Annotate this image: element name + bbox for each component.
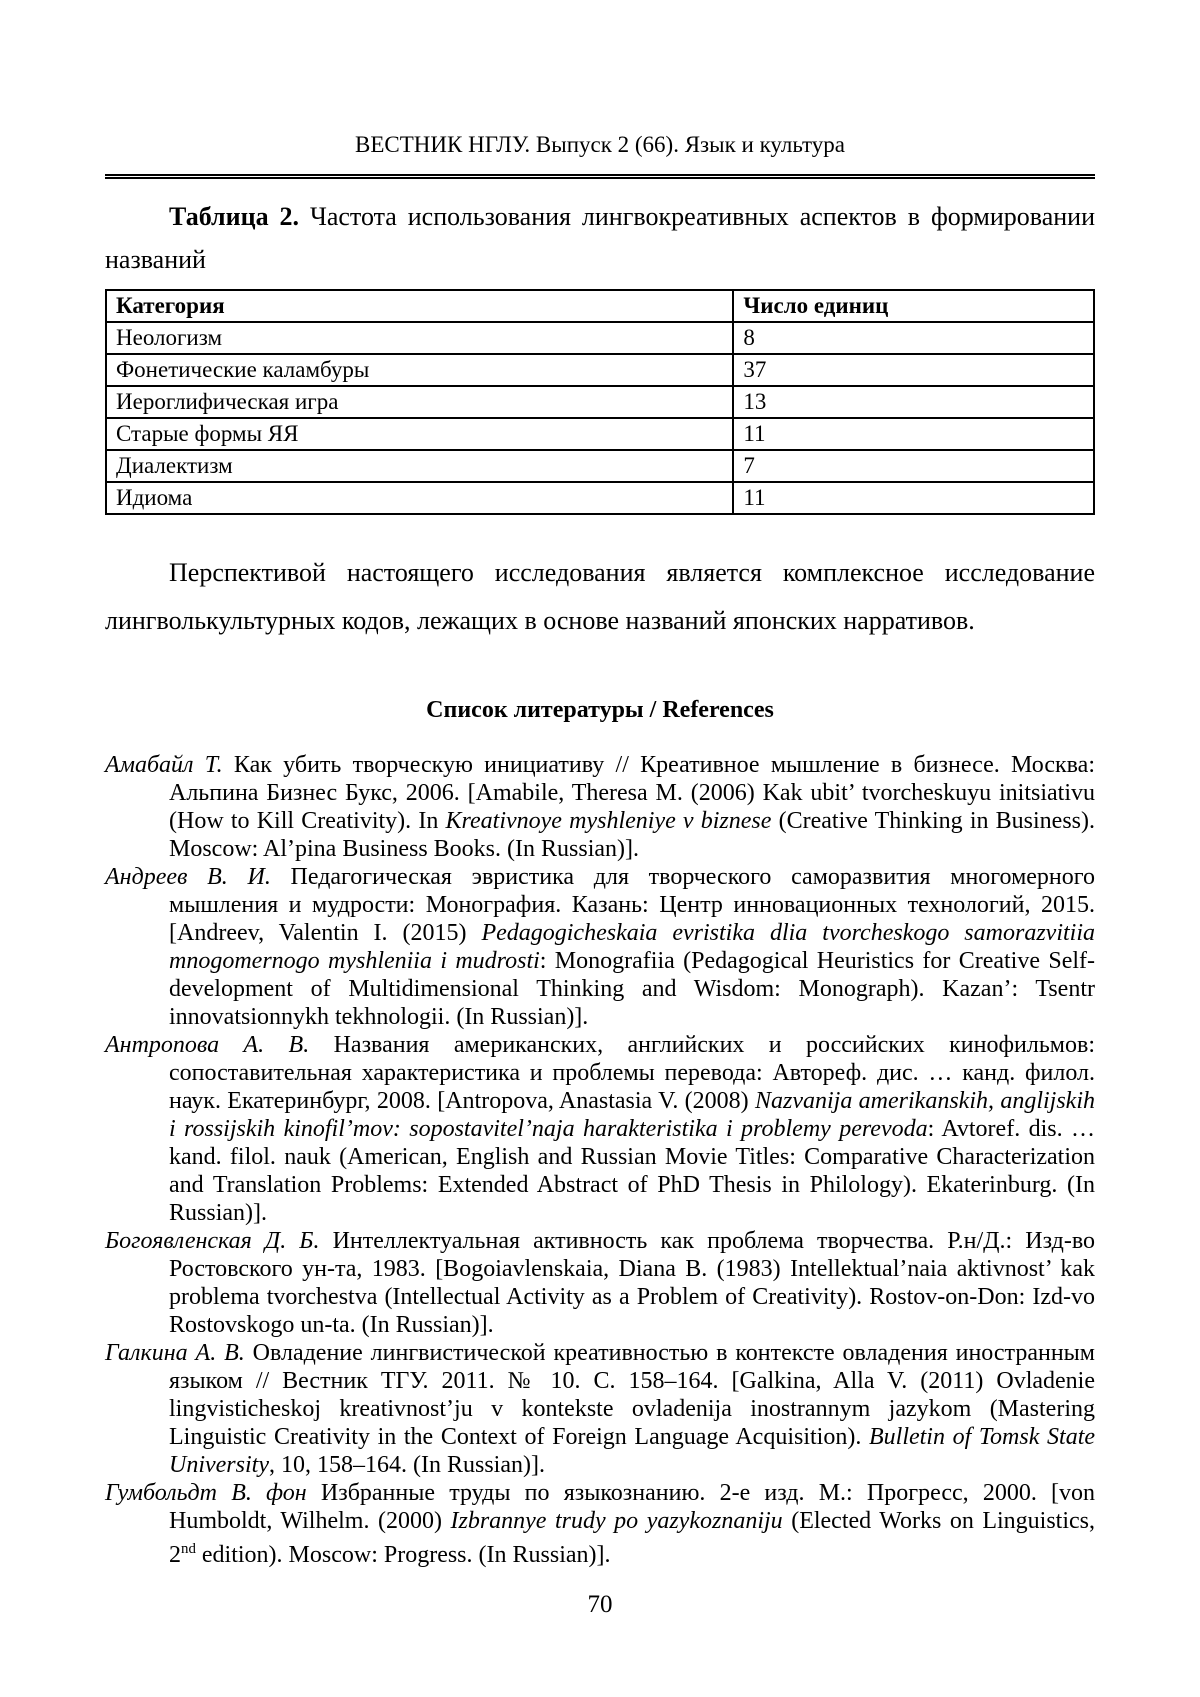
text-run: (Creative Thinking in Business). Moscow: Al’pina Business Books. (In Russian)]. <box>169 808 1096 862</box>
caption-label: Таблица 2. <box>169 202 300 231</box>
text-run: Богоявленская Д. Б. <box>105 1228 320 1254</box>
table-cell: 7 <box>733 450 1094 482</box>
text-run: Pedagogicheskaia evristika dlia tvorcheskogo samorazvitiia mnogomernogo myshleniia i mudrosti <box>169 920 1095 974</box>
table-row <box>106 322 1094 354</box>
reference-item <box>105 1227 1095 1339</box>
reference-item <box>105 863 1095 1031</box>
table-cell: 13 <box>733 386 1094 418</box>
text-run: : Avtoref. dis. … kand. filol. nauk (American, English and Russian Movie Titles: Comparative Characterization and Translation Problems: Extended Abstract of PhD Thesis in Philology). Ekaterinburg. (In Russian)]. <box>169 1116 1095 1226</box>
conclusion-paragraph: Перспективой настоящего исследования является комплексное исследование лингволькультурных кодов, лежащих в основе названий японских нарративов. <box>105 558 1095 635</box>
text-run: Nazvanija amerikanskih, anglijskih i rossijskih kinofil’mov: sopostavitel’naja harakteristika i problemy perevoda <box>169 1088 1095 1142</box>
table-body <box>106 322 1094 514</box>
text-run: Галкина А. В. <box>105 1340 245 1366</box>
text-run: Овладение лингвистической креативностью в контексте овладения иностранным языком // Вестник ТГУ. 2011. № 10. С. 158–164. [Galkina, Alla V. (2011) Ovladenie lingvisticheskoj kreativnost’ju v kontekste ovladenija inostrannym jazykom (Mastering Linguistic Creativity in the Context of Foreign Language Acquisition). <box>169 1340 1095 1450</box>
caption-text: Частота использования лингвокреативных аспектов в формировании названий <box>105 202 1095 274</box>
text-run: Bulletin of Tomsk State University <box>169 1424 1096 1478</box>
table-cell: Идиома <box>106 482 733 514</box>
table-row <box>106 450 1094 482</box>
text-run: Izbrannye trudy po yazykoznaniju <box>450 1508 783 1534</box>
reference-item <box>105 1031 1095 1227</box>
reference-item <box>105 1479 1095 1569</box>
text-run: Интеллектуальная активность как проблема творчества. Р.н/Д.: Изд-во Ростовского ун-та, 1983. [Bogoiavlenskaia, Diana B. (1983) Intellektual’naia aktivnost’ kak problema tvorchestva (Intellectual Activity as a Problem of Creativity). Rostov-on-Don: Izd-vo Rostovskogo un-ta. (In Russian)]. <box>169 1228 1095 1338</box>
text-run: Гумбольдт В. фон <box>105 1480 307 1506</box>
text-run: Антропова А. В. <box>105 1032 310 1058</box>
table-row <box>106 386 1094 418</box>
table-cell: Старые формы ЯЯ <box>106 418 733 450</box>
table-row <box>106 482 1094 514</box>
reference-item <box>105 1339 1095 1479</box>
table-cell: Неологизм <box>106 322 733 354</box>
running-header <box>105 130 1095 179</box>
table-caption <box>105 195 1095 281</box>
text-run: nd <box>181 1541 196 1557</box>
text-run: Избранные труды по языкознанию. 2-е изд. М.: Прогресс, 2000. [von Humboldt, Wilhelm. (2000) <box>169 1480 1096 1534</box>
text-run: Амабайл Т. <box>105 752 223 778</box>
table-row <box>106 354 1094 386</box>
table-cell: Фонетические каламбуры <box>106 354 733 386</box>
table-header-category: Категория <box>106 290 733 322</box>
text-run: (Elected Works on Linguistics, 2 <box>169 1508 1096 1568</box>
text-run: edition). Moscow: Progress. (In Russian)]. <box>195 1542 611 1568</box>
reference-item <box>105 751 1095 863</box>
text-run: , 10, 158–164. (In Russian)]. <box>268 1452 545 1478</box>
table-cell: Иероглифическая игра <box>106 386 733 418</box>
table-row <box>106 418 1094 450</box>
text-run: Как убить творческую инициативу // Креативное мышление в бизнесе. Москва: Альпина Бизнес Букс, 2006. [Amabile, Theresa M. (2006) Kak ubit’ tvorcheskuyu initsiativu (How to Kill Creativity). In <box>169 752 1095 834</box>
journal-title: ВЕСТНИК НГЛУ. Выпуск 2 (66). Язык и культура <box>355 132 845 157</box>
table-header-count: Число единиц <box>733 290 1094 322</box>
text-run: Андреев В. И. <box>105 864 271 890</box>
table-cell: 8 <box>733 322 1094 354</box>
references-list <box>105 751 1095 1569</box>
page-number: 70 <box>587 1591 613 1618</box>
table-cell: 11 <box>733 418 1094 450</box>
text-run: Названия американских, английских и российских кинофильмов: сопоставительная характеристика и проблемы перевода: Автореф. дис. … канд. филол. наук. Екатеринбург, 2008. [Antropova, Anastasia V. (2008) <box>169 1032 1095 1114</box>
references-heading: Список литературы / References <box>426 697 774 723</box>
table-cell: 37 <box>733 354 1094 386</box>
text-run: : Monografiia (Pedagogical Heuristics for Creative Self-development of Multidimensional Thinking and Wisdom: Monograph). Kazan’: Tsentr innovatsionnykh tekhnologii. (In Russian)]. <box>169 948 1095 1030</box>
text-run: Kreativnoye myshleniye v biznese <box>445 808 772 834</box>
text-run: Педагогическая эвристика для творческого саморазвития многомерного мышления и мудрости: Монография. Казань: Центр инновационных технологий, 2015. [Andreev, Valentin I. (2015) <box>169 864 1096 946</box>
table-cell: Диалектизм <box>106 450 733 482</box>
frequency-table <box>105 289 1095 515</box>
table-header-row <box>106 290 1094 322</box>
table-cell: 11 <box>733 482 1094 514</box>
